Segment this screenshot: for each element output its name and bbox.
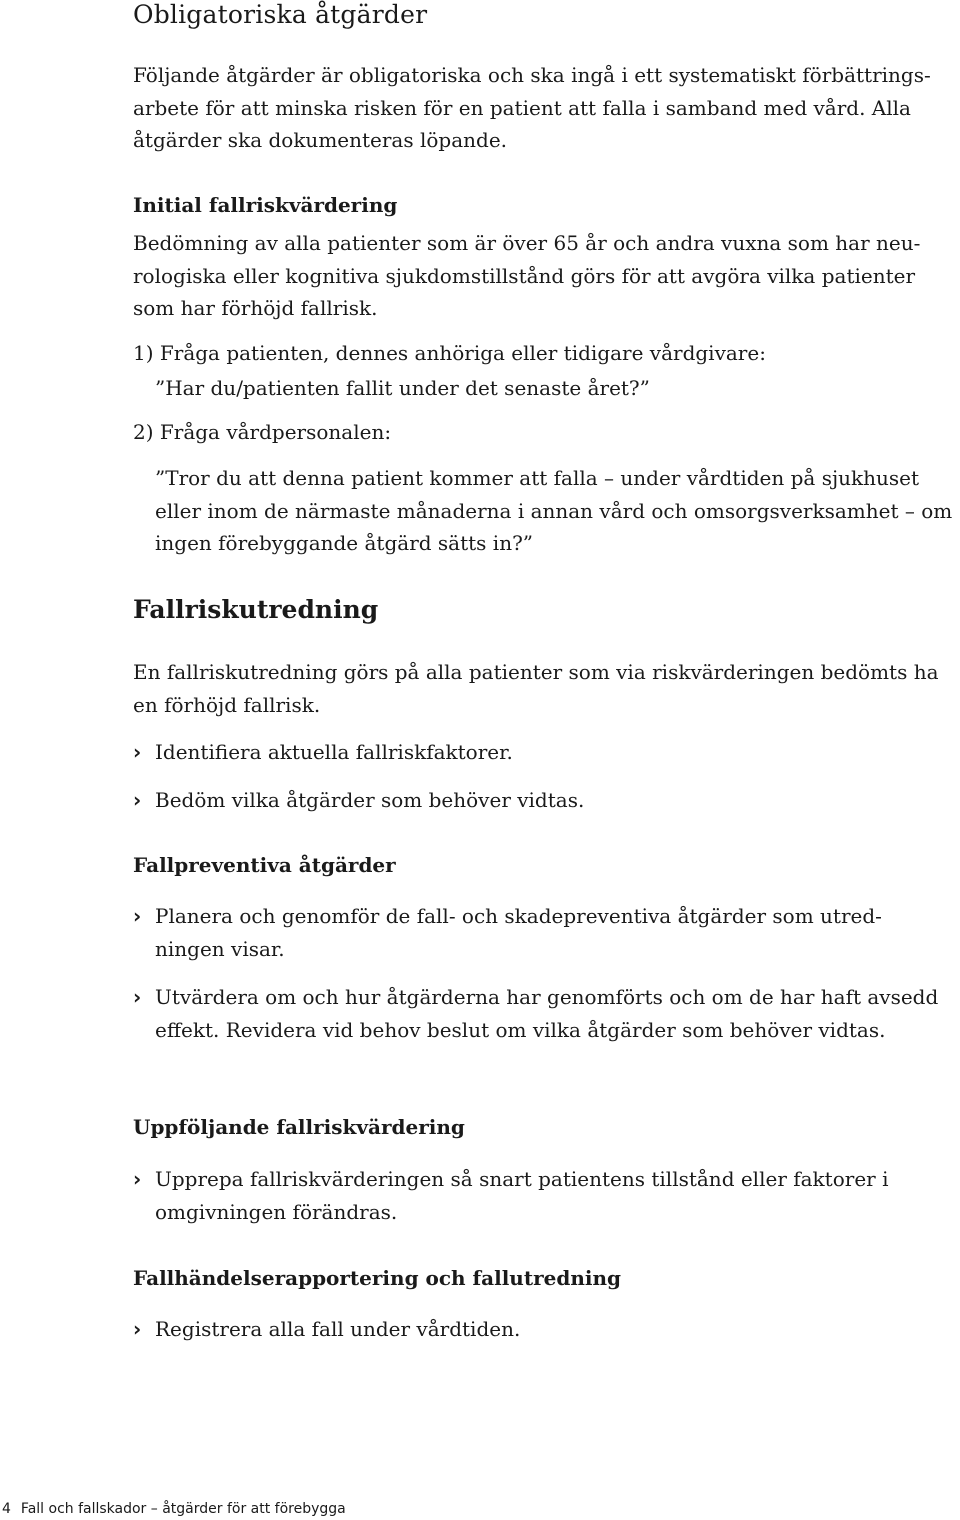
chevron-right-icon: › — [133, 788, 142, 812]
question-2-quote: ”Tror du att denna patient kommer att falla – under vårdtiden på sjukhuset eller inom de närmaste månaderna i annan vård och omsorgsverksamhet – om ingen förebyggande åtgärd sätts in?” — [155, 466, 953, 555]
list-item — [133, 981, 943, 1046]
question-1-label: 1) Fråga patienten, dennes anhöriga eller tidigare vårdgivare: — [133, 340, 766, 365]
question-2-label: 2) Fråga vårdpersonalen: — [133, 419, 392, 444]
section-initial-title: Initial fallriskvärdering — [133, 193, 398, 217]
list-item-text: Identifiera aktuella fallriskfaktorer. — [155, 740, 513, 764]
footer-title: Fall och fallskador – åtgärder för att förebygga — [20, 1501, 346, 1517]
section-fallriskutredning-title: Fallriskutredning — [133, 595, 379, 624]
section-initial — [133, 192, 953, 560]
section-fallriskutredning-text: En fallriskutredning görs på alla patienter som via riskvärderingen bedömts ha en förhöjd fallrisk. — [133, 660, 939, 717]
page-number: 4 — [2, 1501, 11, 1517]
list-item-text: Bedöm vilka åtgärder som behöver vidtas. — [155, 788, 585, 812]
question-1-quote: ”Har du/patienten fallit under det senaste året?” — [155, 376, 650, 400]
section-fallpreventiva-title: Fallpreventiva åtgärder — [133, 853, 396, 877]
list-item — [133, 900, 943, 965]
chevron-right-icon: › — [133, 1317, 142, 1341]
list-item-text: Upprepa fallriskvärderingen så snart patientens tillstånd eller faktorer i omgivningen förändras. — [155, 1167, 889, 1224]
list-item-text: Planera och genomför de fall- och skadepreventiva åtgärder som utredningen visar. — [155, 904, 882, 961]
page-title: Obligatoriska åtgärder — [133, 0, 428, 29]
list-item-text: Utvärdera om och hur åtgärderna har genomförts och om de har haft avsedd effekt. Revidera vid behov beslut om vilka åtgärder som behöver vidtas. — [155, 985, 939, 1042]
chevron-right-icon: › — [133, 740, 142, 764]
list-item — [133, 784, 943, 817]
list-item — [133, 1313, 943, 1346]
intro-paragraph: Följande åtgärder är obligatoriska och ska ingå i ett systematiskt förbättringsarbete för att minska risken för en patient att falla i samband med vård. Alla åtgärder ska dokumenteras löpande. — [133, 63, 931, 152]
chevron-right-icon: › — [133, 904, 142, 928]
section-uppfoljande-title: Uppföljande fallriskvärdering — [133, 1115, 465, 1139]
list-item — [133, 736, 943, 769]
list-item — [133, 1163, 943, 1228]
list-item-text: Registrera alla fall under vårdtiden. — [155, 1317, 521, 1341]
chevron-right-icon: › — [133, 1167, 142, 1191]
page-footer — [2, 1500, 346, 1518]
section-initial-text: Bedömning av alla patienter som är över 65 år och andra vuxna som har neurologiska eller kognitiva sjukdomstillstånd görs för att avgöra vilka patienter som har förhöjd fallrisk. — [133, 231, 921, 320]
chevron-right-icon: › — [133, 985, 142, 1009]
section-fallhandelse-title: Fallhändelserapportering och fallutredning — [133, 1266, 621, 1290]
